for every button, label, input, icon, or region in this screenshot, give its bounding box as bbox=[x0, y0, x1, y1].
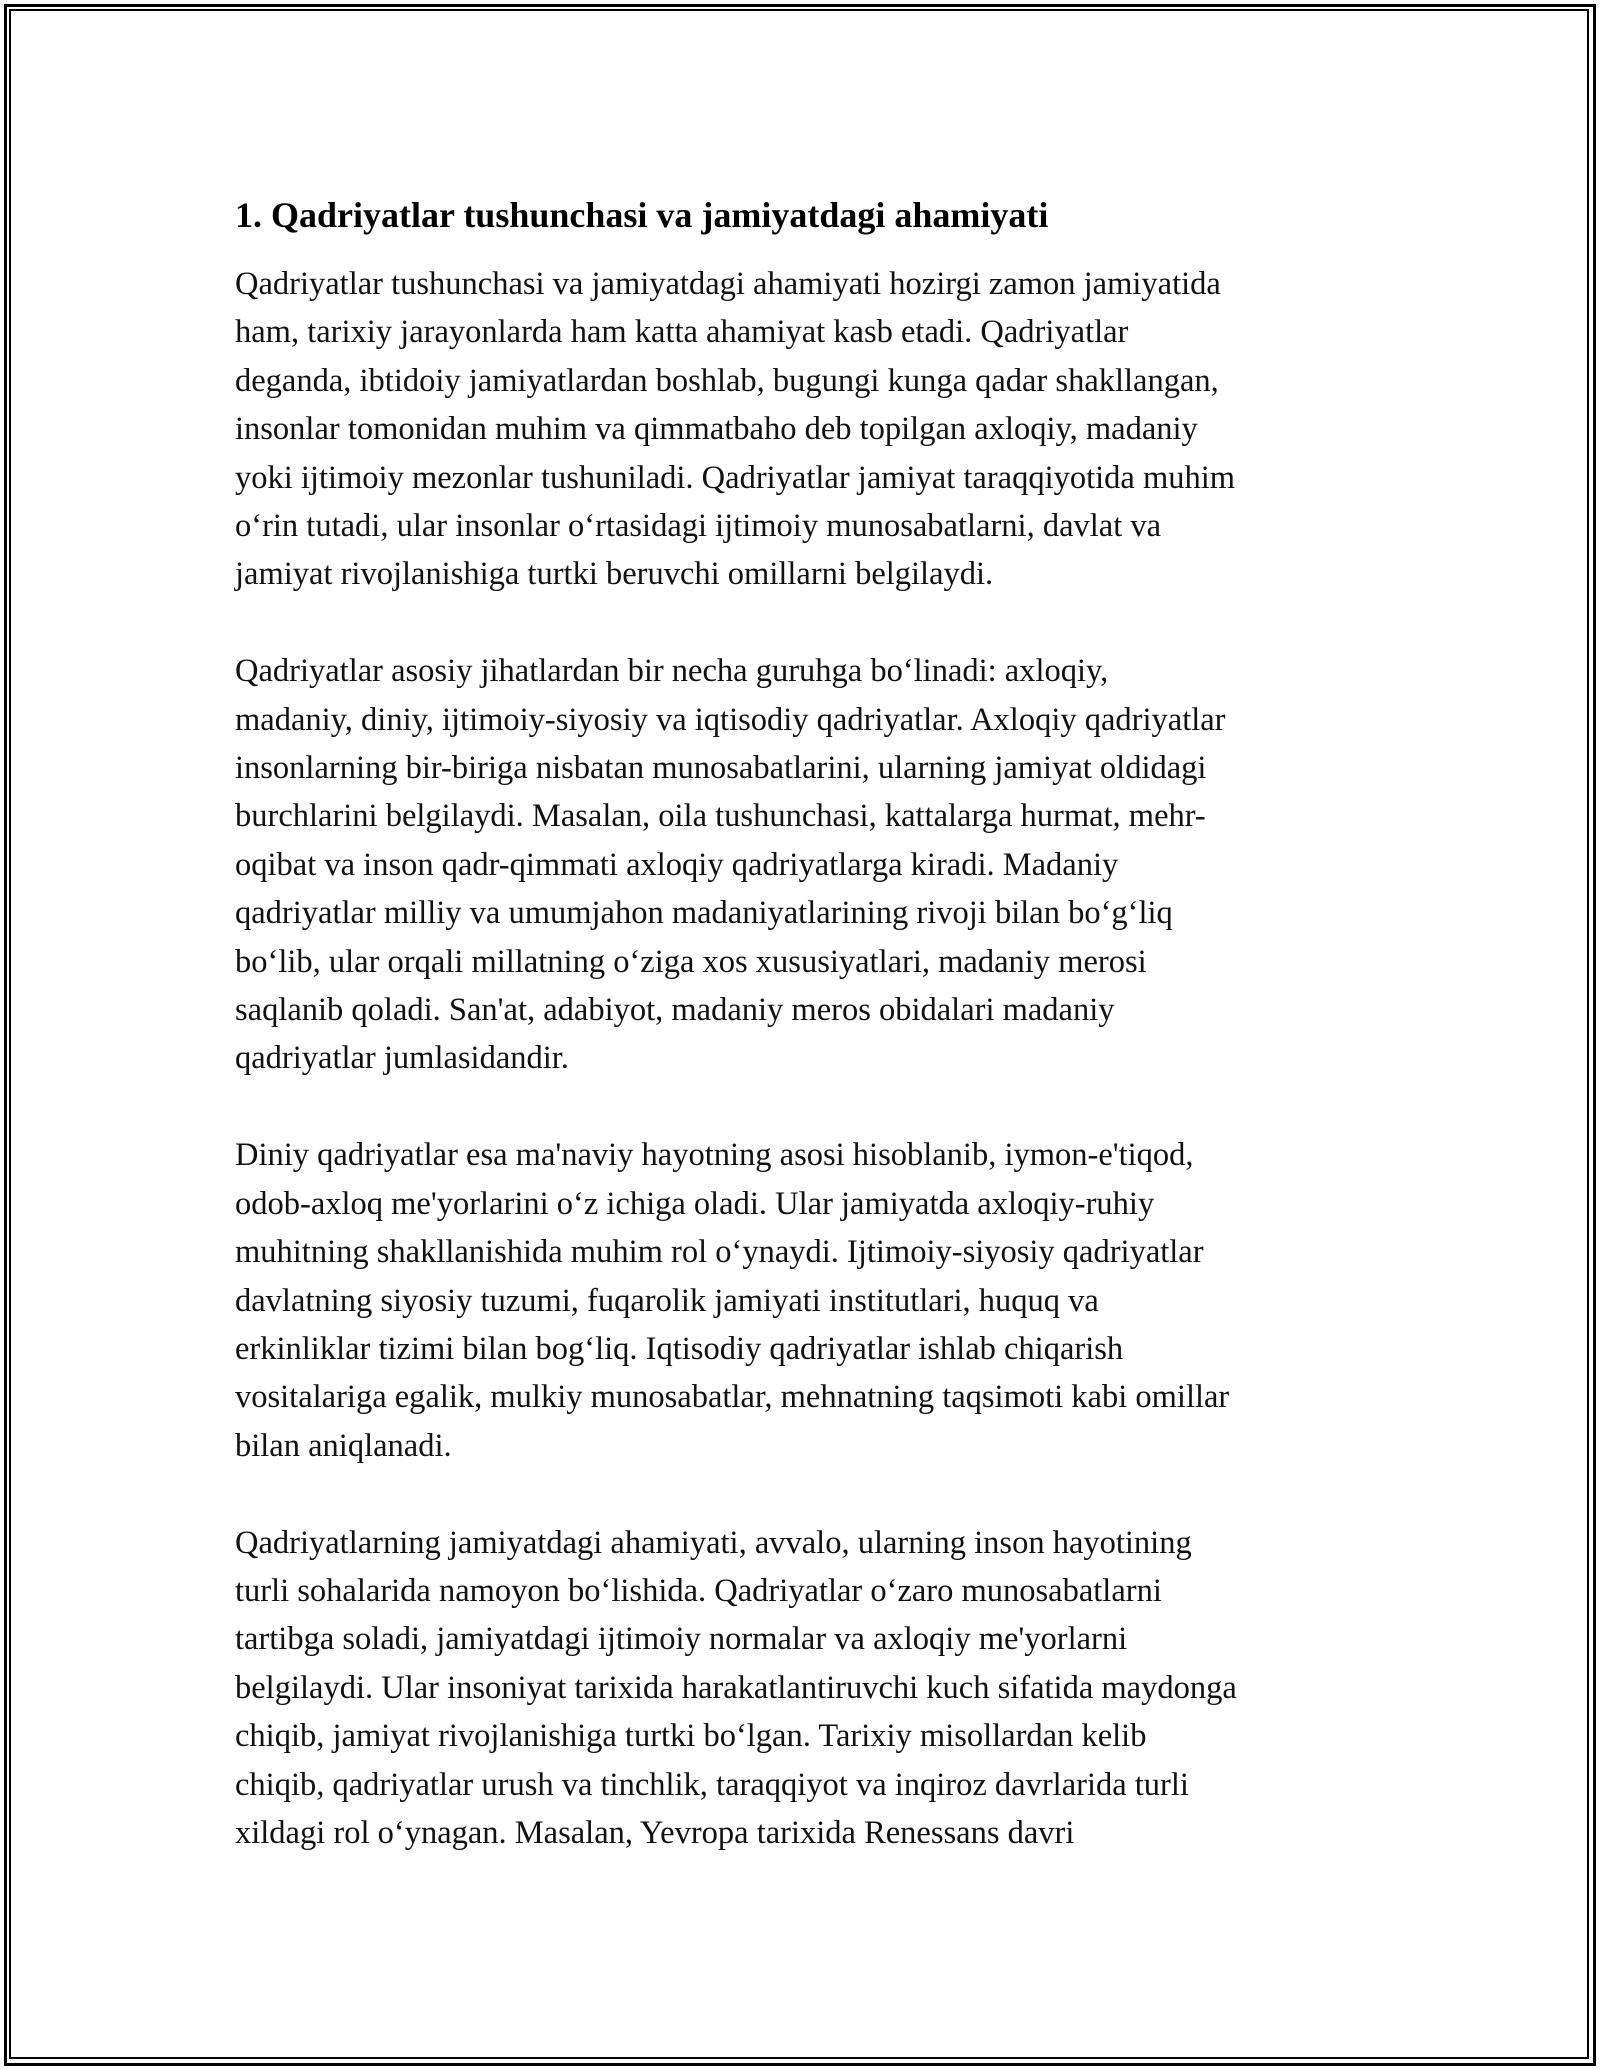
paragraph-4 bbox=[235, 1519, 1375, 1858]
text-line: chiqib, qadriyatlar urush va tinchlik, taraqqiyot va inqiroz davrlarida turli bbox=[235, 1766, 1189, 1803]
paragraph-2 bbox=[235, 647, 1375, 1083]
text-line: saqlanib qoladi. San'at, adabiyot, madaniy meros obidalari madaniy bbox=[235, 992, 1115, 1029]
paragraph-3 bbox=[235, 1131, 1375, 1470]
text-line: yoki ijtimoiy mezonlar tushuniladi. Qadriyatlar jamiyat taraqqiyotida muhim bbox=[235, 459, 1236, 496]
text-line: Qadriyatlar tushunchasi va jamiyatdagi ahamiyati hozirgi zamon jamiyatida bbox=[235, 266, 1221, 302]
text-line: qadriyatlar jumlasidandir. bbox=[235, 1040, 569, 1077]
text-line: vositalariga egalik, mulkiy munosabatlar, mehnatning taqsimoti kabi omillar bbox=[235, 1379, 1230, 1416]
text-line: madaniy, diniy, ijtimoiy-siyosiy va iqtisodiy qadriyatlar. Axloqiy qadriyatlar bbox=[235, 701, 1226, 738]
text-line: belgilaydi. Ular insoniyat tarixida harakatlantiruvchi kuch sifatida maydonga bbox=[235, 1669, 1237, 1706]
text-line: bilan aniqlanadi. bbox=[235, 1427, 452, 1464]
text-line: tartibga soladi, jamiyatdagi ijtimoiy normalar va axloqiy me'yorlarni bbox=[235, 1621, 1128, 1658]
text-line: o‘rin tutadi, ular insonlar o‘rtasidagi ijtimoiy munosabatlarni, davlat va bbox=[235, 508, 1162, 545]
text-line: Qadriyatlarning jamiyatdagi ahamiyati, avvalo, ularning inson hayotining bbox=[235, 1524, 1192, 1561]
text-line: Qadriyatlar asosiy jihatlardan bir necha guruhga bo‘linadi: axloqiy, bbox=[235, 653, 1109, 690]
text-line: burchlarini belgilaydi. Masalan, oila tushunchasi, kattalarga hurmat, mehr- bbox=[235, 798, 1206, 835]
text-line: erkinliklar tizimi bilan bog‘liq. Iqtisodiy qadriyatlar ishlab chiqarish bbox=[235, 1330, 1124, 1367]
section-heading: 1. Qadriyatlar tushunchasi va jamiyatdagi ahamiyati bbox=[235, 195, 1049, 235]
text-line: odob-axloq me'yorlarini o‘z ichiga oladi. Ular jamiyatda axloqiy-ruhiy bbox=[235, 1185, 1155, 1222]
text-line: xildagi rol o‘ynagan. Masalan, Yevropa tarixida Renessans davri bbox=[235, 1814, 1075, 1851]
text-line: davlatning siyosiy tuzumi, fuqarolik jamiyati institutlari, huquq va bbox=[235, 1282, 1099, 1319]
text-line: qadriyatlar milliy va umumjahon madaniyatlarining rivoji bilan bo‘g‘liq bbox=[235, 895, 1173, 932]
text-line: deganda, ibtidoiy jamiyatlardan boshlab, bugungi kunga qadar shakllangan, bbox=[235, 362, 1219, 399]
text-line: insonlar tomonidan muhim va qimmatbaho deb topilgan axloqiy, madaniy bbox=[235, 411, 1198, 448]
paragraph-1 bbox=[235, 260, 1375, 599]
text-line: Diniy qadriyatlar esa ma'naviy hayotning asosi hisoblanib, iymon-e'tiqod, bbox=[235, 1137, 1194, 1174]
text-line: chiqib, jamiyat rivojlanishiga turtki bo‘lgan. Tarixiy misollardan kelib bbox=[235, 1718, 1147, 1755]
text-line: insonlarning bir-biriga nisbatan munosabatlarini, ularning jamiyat oldidagi bbox=[235, 750, 1207, 787]
text-line: jamiyat rivojlanishiga turtki beruvchi omillarni belgilaydi. bbox=[235, 556, 994, 593]
text-line: bo‘lib, ular orqali millatning o‘ziga xos xususiyatlari, madaniy merosi bbox=[235, 943, 1147, 980]
text-line: ham, tarixiy jarayonlarda ham katta ahamiyat kasb etadi. Qadriyatlar bbox=[235, 314, 1129, 351]
document-body bbox=[235, 190, 1375, 1857]
text-line: muhitning shakllanishida muhim rol o‘ynaydi. Ijtimoiy-siyosiy qadriyatlar bbox=[235, 1234, 1204, 1271]
text-line: turli sohalarida namoyon bo‘lishida. Qadriyatlar o‘zaro munosabatlarni bbox=[235, 1572, 1162, 1609]
text-line: oqibat va inson qadr-qimmati axloqiy qadriyatlarga kiradi. Madaniy bbox=[235, 846, 1119, 883]
